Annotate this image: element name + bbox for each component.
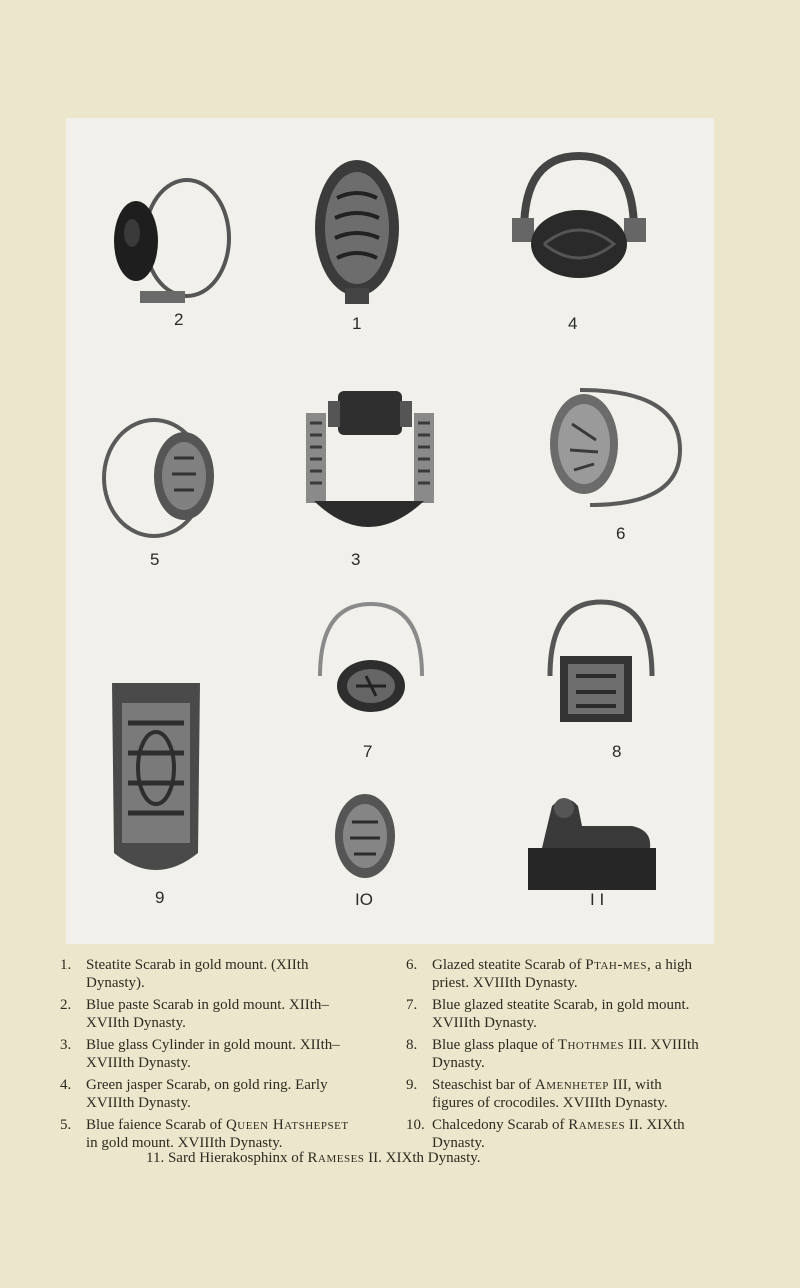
caption-text: Blue glass plaque of Thothmes III. XVIIIth Dynasty.: [432, 1037, 699, 1071]
artifact-5-faience-scarab-ring: [96, 408, 226, 548]
fig-number: IO: [355, 890, 373, 909]
caption-text: Blue glazed steatite Scarab, in gold mount. XVIIIth Dynasty.: [432, 997, 690, 1031]
caption-text: Green jasper Scarab, on gold ring. Early XVIIIth Dynasty.: [86, 1077, 328, 1111]
caption-item: [60, 996, 360, 1032]
caption-text: Steaschist bar of Amenhetep III, with figures of crocodiles. XVIIIth Dynasty.: [432, 1077, 668, 1111]
caption-item: [60, 956, 360, 992]
caption-item: [406, 1036, 706, 1072]
artifact-10-chalcedony-scarab: [330, 788, 400, 888]
artifact-2-scarab-ring: [102, 173, 232, 303]
caption-item: [406, 956, 706, 992]
artifact-8-glass-plaque-ring: [536, 596, 666, 726]
fig-number: I I: [590, 890, 605, 909]
caption-item: [60, 1116, 360, 1152]
caption-number: 6.: [406, 957, 418, 973]
caption-number: 5.: [60, 1117, 72, 1133]
artifact-6-steatite-scarab-ring: [540, 380, 690, 520]
artifact-9-steaschist-bar: [104, 673, 208, 883]
caption-column-left: [60, 956, 360, 1156]
caption-item: [146, 1149, 706, 1167]
fig-number: 9: [155, 888, 165, 907]
caption-column-right: [406, 956, 706, 1156]
fig-number: 2: [174, 310, 184, 329]
caption-number: 10.: [406, 1117, 425, 1133]
fig-number: 3: [351, 550, 361, 569]
caption-item: [406, 996, 706, 1032]
caption-text: Steatite Scarab in gold mount. (XIIth Dynasty).: [86, 957, 309, 991]
fig-number: 4: [568, 314, 578, 333]
caption-item: [60, 1036, 360, 1072]
artifact-4-jasper-scarab-ring: [504, 146, 654, 296]
fig-number: 8: [612, 742, 622, 761]
artifact-1-steatite-scarab: [309, 158, 405, 308]
caption-text: Chalcedony Scarab of Rameses II. XIXth Dynasty.: [432, 1117, 685, 1151]
caption-text: Blue glass Cylinder in gold mount. XIIth–XVIIIth Dynasty.: [86, 1037, 340, 1071]
photo-plate: [66, 118, 714, 944]
caption-text: Sard Hierakosphinx of Rameses II. XIXth Dynasty.: [167, 1150, 481, 1166]
caption-text: Glazed steatite Scarab of Ptah-mes, a high priest. XVIIIth Dynasty.: [432, 957, 693, 991]
caption-number: 2.: [60, 997, 72, 1013]
fig-number: 5: [150, 550, 160, 569]
caption-number: 9.: [406, 1077, 418, 1093]
artifact-7-steatite-scarab-ring: [306, 596, 436, 726]
caption-item: [406, 1116, 706, 1152]
caption-number: 4.: [60, 1077, 72, 1093]
caption-number: 3.: [60, 1037, 72, 1053]
caption-item: [406, 1076, 706, 1112]
caption-text: Blue faience Scarab of Queen Hatshepset in gold mount. XVIIIth Dynasty.: [86, 1117, 349, 1151]
fig-number: 1: [352, 314, 362, 333]
caption-text: Blue paste Scarab in gold mount. XIIth–XVIIth Dynasty.: [86, 997, 329, 1031]
artifact-11-sard-hierakosphinx: [522, 786, 662, 896]
caption-number: 8.: [406, 1037, 418, 1053]
caption-number: 7.: [406, 997, 418, 1013]
fig-number: 7: [363, 742, 373, 761]
caption-item: [60, 1076, 360, 1112]
caption-number: 1.: [60, 957, 72, 973]
artifact-3-glass-cylinder: [288, 383, 448, 553]
caption-number: 11.: [146, 1150, 165, 1166]
fig-number: 6: [616, 524, 626, 543]
